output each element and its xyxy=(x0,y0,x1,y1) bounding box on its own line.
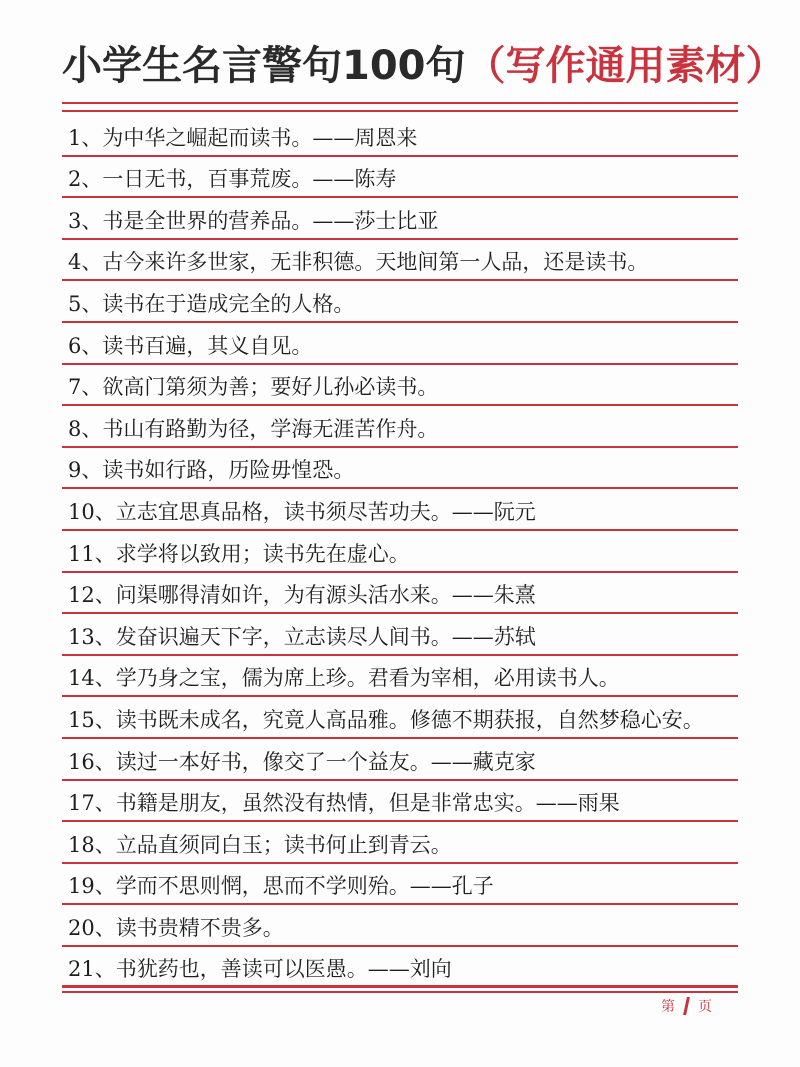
title-subtitle: （写作通用素材） xyxy=(465,43,786,89)
list-item: 5、读书在于造成完全的人格。 xyxy=(62,283,738,323)
page-number xyxy=(661,996,712,1016)
list-item: 15、读书既未成名，究竟人高品雅。修德不期获报，自然梦稳心安。 xyxy=(62,699,738,739)
header-rule-top xyxy=(62,102,738,104)
list-item: 4、古今来许多世家，无非积德。天地间第一人品，还是读书。 xyxy=(62,242,738,282)
list-item: 8、书山有路勤为径，学海无涯苦作舟。 xyxy=(62,408,738,448)
list-item: 11、求学将以致用；读书先在虚心。 xyxy=(62,533,738,573)
list-item: 19、学而不思则惘，思而不学则殆。——孔子 xyxy=(62,866,738,906)
list-item: 7、欲高门第须为善；要好儿孙必读书。 xyxy=(62,367,738,407)
list-item: 3、书是全世界的营养品。——莎士比亚 xyxy=(62,200,738,240)
list-item: 6、读书百遍，其义自见。 xyxy=(62,325,738,365)
quote-list xyxy=(62,117,738,990)
title-main: 小学生名言警句100句 xyxy=(62,43,466,89)
list-item: 14、学乃身之宝，儒为席上珍。君看为宰相，必用读书人。 xyxy=(62,658,738,698)
list-item: 12、问渠哪得清如许，为有源头活水来。——朱熹 xyxy=(62,575,738,615)
footer-rule-bottom xyxy=(62,991,738,993)
list-item: 18、立品直须同白玉；读书何止到青云。 xyxy=(62,824,738,864)
list-item: 20、读书贵精不贵多。 xyxy=(62,907,738,947)
list-item: 10、立志宜思真品格，读书须尽苦功夫。——阮元 xyxy=(62,491,738,531)
footer-rule-top xyxy=(62,985,738,987)
list-item: 9、读书如行路，历险毋惶恐。 xyxy=(62,450,738,490)
list-item: 13、发奋识遍天下字，立志读尽人间书。——苏轼 xyxy=(62,616,738,656)
header-rule-bottom xyxy=(62,110,738,112)
list-item: 1、为中华之崛起而读书。——周恩来 xyxy=(62,117,738,157)
list-item: 16、读过一本好书，像交了一个益友。——藏克家 xyxy=(62,741,738,781)
list-item: 2、一日无书，百事荒废。——陈寿 xyxy=(62,159,738,199)
page-title xyxy=(62,30,786,102)
list-item: 17、书籍是朋友，虽然没有热情，但是非常忠实。——雨果 xyxy=(62,783,738,823)
page-suffix: 页 xyxy=(698,999,712,1015)
page-prefix: 第 xyxy=(661,999,675,1015)
page-number-mark xyxy=(683,997,690,1015)
list-item: 21、书犹药也，善读可以医愚。——刘向 xyxy=(62,949,738,989)
